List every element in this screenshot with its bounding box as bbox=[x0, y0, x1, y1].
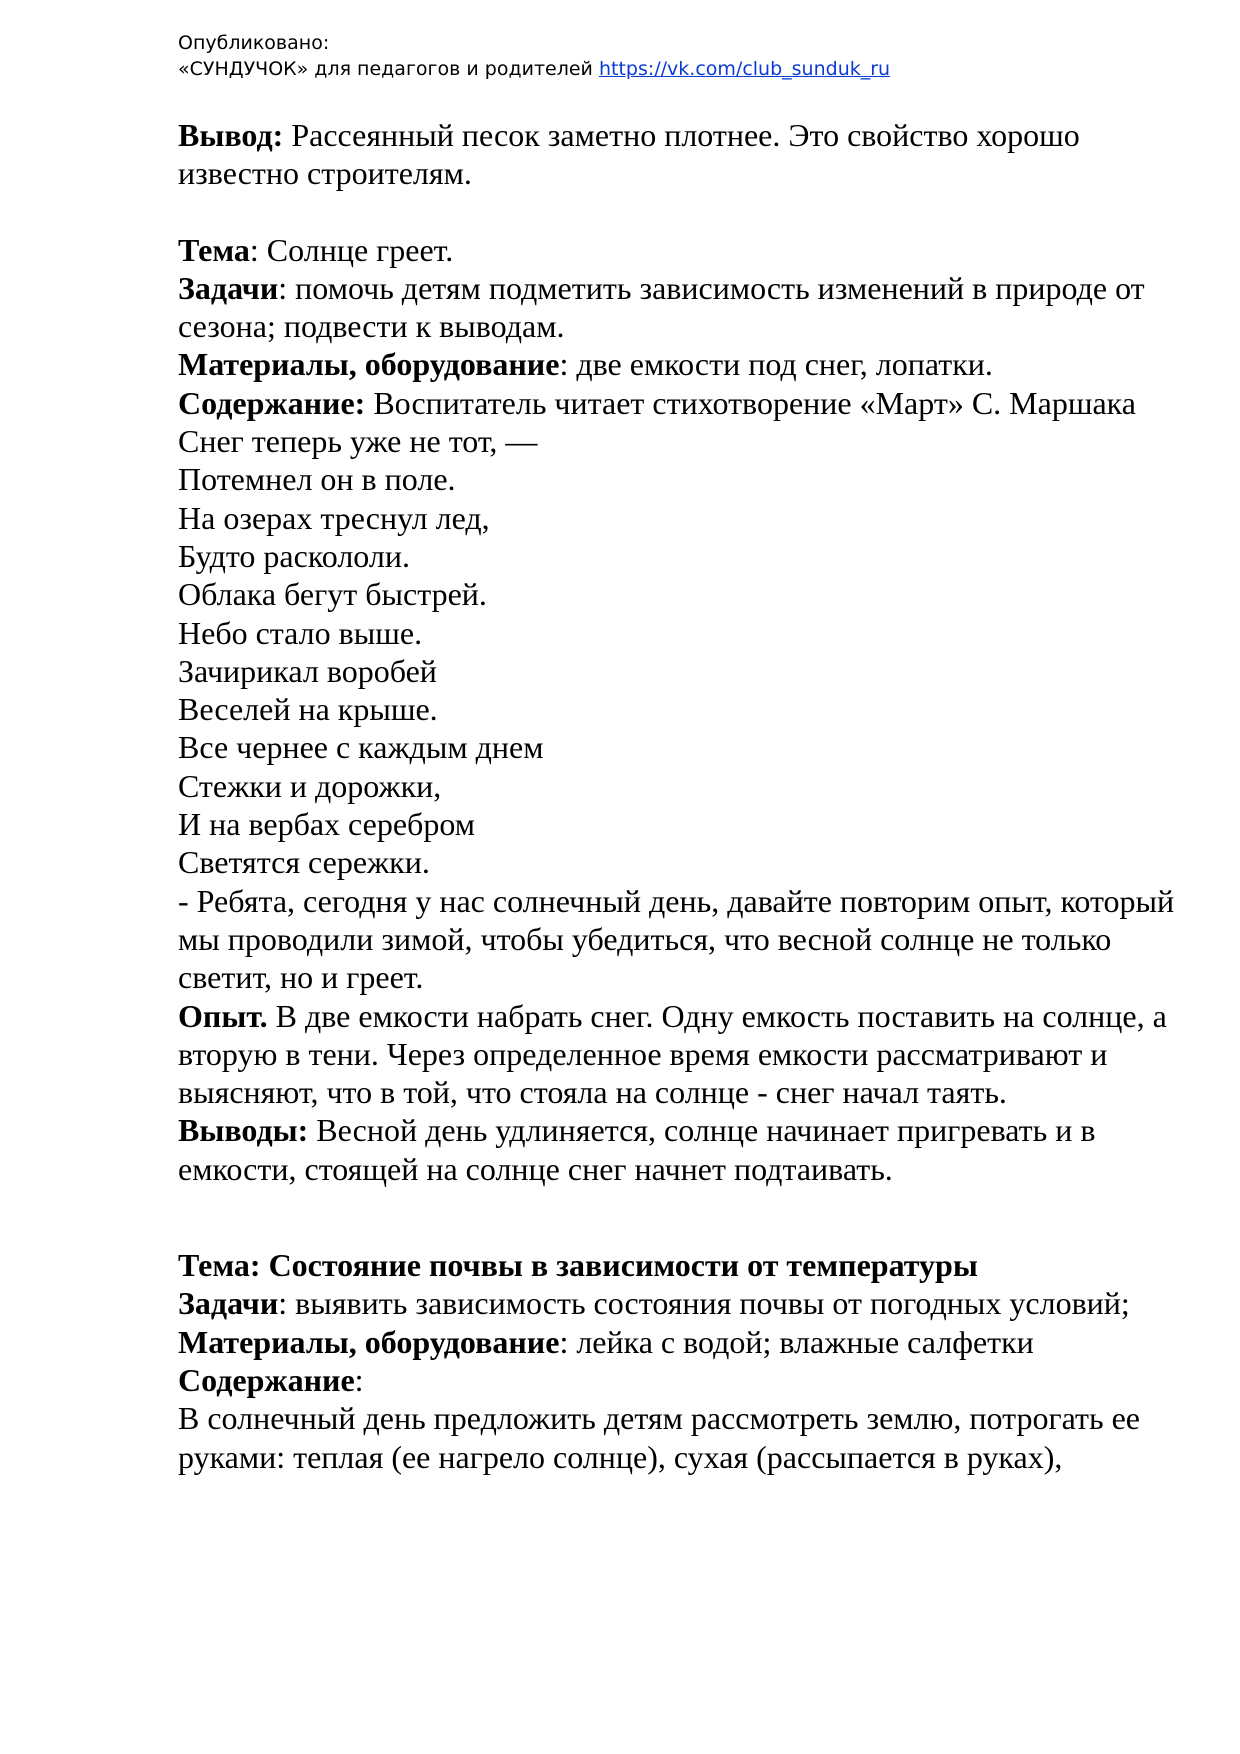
content-label: Содержание: bbox=[178, 384, 366, 421]
tasks-label: Задачи bbox=[178, 269, 279, 306]
tasks-text: : помочь детям подметить зависимость изменений в природе от сезона; подвести к выводам. bbox=[178, 269, 1145, 345]
publication-header bbox=[178, 30, 890, 82]
conclusions-text: Весной день удлиняется, солнце начинает пригревать и в емкости, стоящей на солнце снег начнет подтаивать. bbox=[178, 1112, 1096, 1187]
conclusions-paragraph bbox=[178, 1111, 1188, 1188]
poem-line: На озерах треснул лед, bbox=[178, 499, 490, 536]
materials-label: Материалы, оборудование bbox=[178, 346, 560, 383]
teacher-speech: - Ребята, сегодня у нас солнечный день, давайте повторим опыт, который мы проводили зимой, чтобы убедиться, что весной солнце не только светит, но и греет. bbox=[178, 882, 1175, 996]
content-text: Воспитатель читает стихотворение «Март» С. Маршака bbox=[365, 384, 1136, 421]
poem-line: Небо стало выше. bbox=[178, 614, 423, 651]
tasks-label: Задачи bbox=[178, 1285, 279, 1322]
poem-line: Снег теперь уже не тот, — bbox=[178, 423, 538, 460]
content-paragraph bbox=[178, 384, 1188, 422]
content-colon: : bbox=[354, 1361, 364, 1398]
sand-conclusion bbox=[178, 116, 1188, 193]
poem-line: Облака бегут быстрей. bbox=[178, 576, 487, 613]
poem-line: Все чернее с каждым днем bbox=[178, 729, 544, 766]
content-label: Содержание bbox=[178, 1361, 355, 1398]
materials-paragraph bbox=[178, 1323, 1188, 1361]
spacer bbox=[178, 193, 1188, 231]
materials-text: : лейка с водой; влажные салфетки bbox=[559, 1323, 1034, 1360]
poem-line: Веселей на крыше. bbox=[178, 691, 438, 728]
materials-label: Материалы, оборудование bbox=[178, 1323, 560, 1360]
tasks-paragraph bbox=[178, 269, 1188, 346]
conclusion-text: Рассеянный песок заметно плотнее. Это свойство хорошо известно строителям. bbox=[178, 117, 1080, 192]
poem-line: И на вербах серебром bbox=[178, 806, 475, 843]
publisher-line bbox=[178, 56, 890, 82]
tasks-paragraph bbox=[178, 1284, 1188, 1322]
experiment-paragraph bbox=[178, 997, 1188, 1112]
poem-line: Светятся сережки. bbox=[178, 844, 430, 881]
tasks-text: : выявить зависимость состояния почвы от погодных условий; bbox=[278, 1285, 1130, 1322]
topic-sun-warms bbox=[178, 231, 1188, 269]
topic-soil-state bbox=[178, 1246, 1188, 1284]
vk-link[interactable]: https://vk.com/club_sunduk_ru bbox=[598, 58, 891, 80]
poem-line: Будто раскололи. bbox=[178, 537, 410, 574]
conclusions-label: Выводы: bbox=[178, 1112, 309, 1149]
topic-label: Тема bbox=[178, 231, 250, 268]
conclusion-label: Вывод: bbox=[178, 117, 284, 153]
experiment-text: В две емкости набрать снег. Одну емкость поставить на солнце, а вторую в тени. Через определенное время емкости рассматривают и выясняют, что в той, что стояла на солнце - снег начал таять. bbox=[178, 997, 1167, 1111]
published-label: Опубликовано: bbox=[178, 32, 330, 54]
poem-line: Зачирикал воробей bbox=[178, 652, 437, 689]
topic-text: : Солнце греет. bbox=[249, 231, 454, 268]
experiment-label: Опыт. bbox=[178, 997, 268, 1034]
content-heading bbox=[178, 1361, 1188, 1399]
poem-line: Стежки и дорожки, bbox=[178, 767, 442, 804]
materials-text: : две емкости под снег, лопатки. bbox=[559, 346, 993, 383]
content-text: В солнечный день предложить детям рассмотреть землю, потрогать ее руками: теплая (ее нагрело солнце), сухая (рассыпается в руках), bbox=[178, 1400, 1140, 1475]
publisher-name: «СУНДУЧОК» для педагогов и родителей bbox=[178, 58, 599, 80]
spacer bbox=[178, 1188, 1188, 1246]
topic-title: Тема: Состояние почвы в зависимости от температуры bbox=[178, 1247, 978, 1284]
materials-paragraph bbox=[178, 345, 1188, 383]
poem-line: Потемнел он в поле. bbox=[178, 461, 456, 498]
document-body bbox=[178, 116, 1188, 1476]
